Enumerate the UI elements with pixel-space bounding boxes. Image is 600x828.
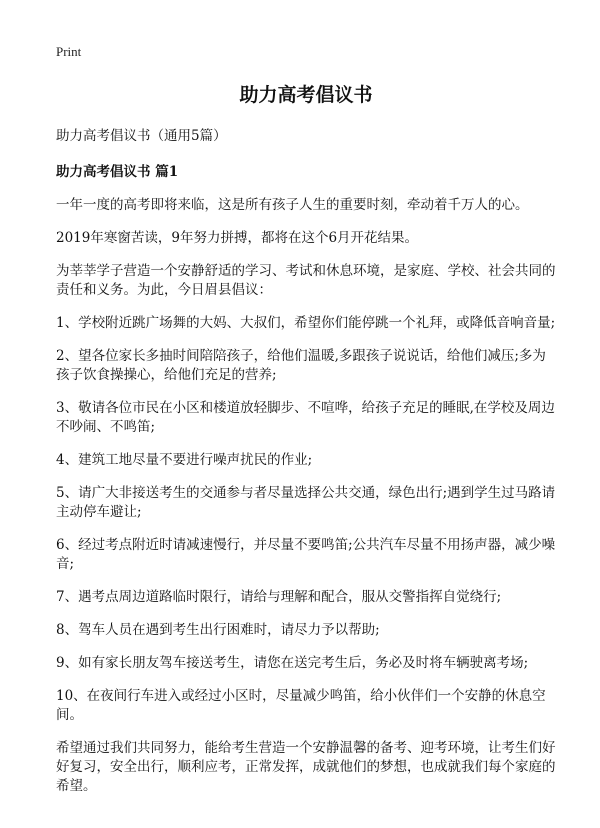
- list-item: 9、如有家长朋友驾车接送考生，请您在送完考生后，务必及时将车辆驶离考场;: [56, 655, 529, 671]
- document-title: 助力高考倡议书: [239, 84, 373, 106]
- list-item: 5、请广大非接送考生的交通参与者尽量选择公共交通，绿色出行;遇到学生过马路请主动停车避让;: [56, 485, 556, 520]
- list-item: 3、敬请各位市民在小区和楼道放轻脚步、不喧哗，给孩子充足的睡眠,在学校及周边不吵闹、不鸣笛;: [56, 400, 555, 435]
- closing-paragraph: 希望通过我们共同努力，能给考生营造一个安静温馨的备考、迎考环境，让考生们好好复习，安全出行，顺利应考，正常发挥，成就他们的梦想，也成就我们每个家庭的希望。: [56, 740, 556, 794]
- list-item: 10、在夜间行车进入或经过小区时，尽量减少鸣笛，给小伙伴们一个安静的休息空间。: [56, 688, 546, 723]
- list-item: 2、望各位家长多抽时间陪陪孩子，给他们温暖,多跟孩子说说话，给他们减压;多为孩子饮食操操心，给他们充足的营养;: [56, 348, 546, 383]
- print-link[interactable]: Print: [56, 44, 82, 59]
- paragraph: 一年一度的高考即将来临，这是所有孩子人生的重要时刻，牵动着千万人的心。: [56, 197, 529, 213]
- list-item: 1、学校附近跳广场舞的大妈、大叔们，希望你们能停跳一个礼拜，或降低音响音量;: [56, 315, 556, 331]
- list-item: 6、经过考点附近时请减速慢行，并尽量不要鸣笛;公共汽车尽量不用扬声器，减少噪音;: [56, 537, 556, 572]
- list-item: 4、建筑工地尽量不要进行噪声扰民的作业;: [56, 452, 313, 468]
- paragraph: 2019年寒窗苦读，9年努力拼搏，都将在这个6月开花结果。: [56, 230, 419, 246]
- list-item: 8、驾车人员在遇到考生出行困难时，请尽力予以帮助;: [56, 622, 380, 638]
- document-subtitle: 助力高考倡议书（通用5篇）: [56, 128, 227, 144]
- list-item: 7、遇考点周边道路临时限行，请给与理解和配合，服从交警指挥自觉绕行;: [56, 589, 502, 605]
- paragraph: 为莘莘学子营造一个安静舒适的学习、考试和休息环境，是家庭、学校、社会共同的责任和义务。为此，今日眉县倡议：: [56, 263, 556, 298]
- section-heading: 助力高考倡议书 篇1: [56, 164, 179, 180]
